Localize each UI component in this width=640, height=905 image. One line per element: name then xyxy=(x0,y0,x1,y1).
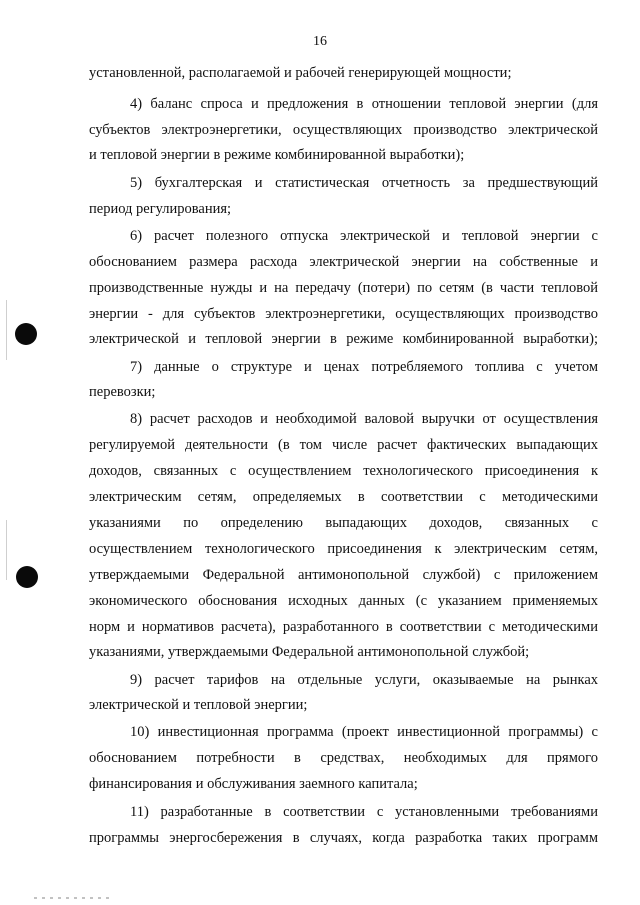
text-line: электрической и тепловой энергии в режиме комбинированной выработки); xyxy=(89,331,598,347)
text-line: программы энергосбережения в случаях, когда разработка таких программ xyxy=(89,830,598,846)
scan-edge-mark xyxy=(6,300,7,360)
scan-edge-mark xyxy=(6,520,7,580)
text-line: норм и нормативов расчета), разработанного в соответствии с методическими xyxy=(89,619,598,635)
text-line: установленной, располагаемой и рабочей генерирующей мощности; xyxy=(89,65,512,81)
page-number: 16 xyxy=(313,34,327,49)
text-line: электрическим сетям, определяемых в соответствии с методическими xyxy=(89,489,598,505)
text-line: экономического обоснования исходных данных (с указанием применяемых xyxy=(89,593,598,609)
text-line: обоснованием размера расхода электрической энергии на собственные и xyxy=(89,254,598,270)
text-line: 9) расчет тарифов на отдельные услуги, оказываемые на рынках xyxy=(130,672,598,688)
text-line: перевозки; xyxy=(89,384,156,400)
text-line: электрической и тепловой энергии; xyxy=(89,697,308,713)
text-line: обоснованием потребности в средствах, необходимых для прямого xyxy=(89,750,598,766)
punch-hole-mark xyxy=(16,566,38,588)
text-line: финансирования и обслуживания заемного капитала; xyxy=(89,776,418,792)
scan-specks xyxy=(34,897,114,899)
text-line: утверждаемыми Федеральной антимонопольной службой) с приложением xyxy=(89,567,598,583)
text-line: осуществлением технологического присоединения к электрическим сетям, xyxy=(89,541,598,557)
text-line: 5) бухгалтерская и статистическая отчетность за предшествующий xyxy=(130,175,598,191)
text-line: 11) разработанные в соответствии с установленными требованиями xyxy=(130,804,598,820)
text-line: 7) данные о структуре и ценах потребляемого топлива с учетом xyxy=(130,359,598,375)
text-line: 10) инвестиционная программа (проект инвестиционной программы) с xyxy=(130,724,598,740)
text-line: указаниями, утверждаемыми Федеральной антимонопольной службой; xyxy=(89,644,530,660)
text-line: указаниями по определению выпадающих доходов, связанных с xyxy=(89,515,598,531)
text-line: и тепловой энергии в режиме комбинированной выработки); xyxy=(89,147,465,163)
text-line: 6) расчет полезного отпуска электрической и тепловой энергии с xyxy=(130,228,598,244)
text-line: производственные нужды и на передачу (потери) по сетям (в части тепловой xyxy=(89,280,598,296)
punch-hole-mark xyxy=(15,323,37,345)
text-line: период регулирования; xyxy=(89,201,232,217)
text-line: энергии - для субъектов электроэнергетики, осуществляющих производство xyxy=(89,306,598,322)
text-line: 8) расчет расходов и необходимой валовой выручки от осуществления xyxy=(130,411,598,427)
text-line: доходов, связанных с осуществлением технологического присоединения к xyxy=(89,463,598,479)
text-line: 4) баланс спроса и предложения в отношении тепловой энергии (для xyxy=(130,96,598,112)
text-line: субъектов электроэнергетики, осуществляющих производство электрической xyxy=(89,122,598,138)
text-line: регулируемой деятельности (в том числе расчет фактических выпадающих xyxy=(89,437,598,453)
